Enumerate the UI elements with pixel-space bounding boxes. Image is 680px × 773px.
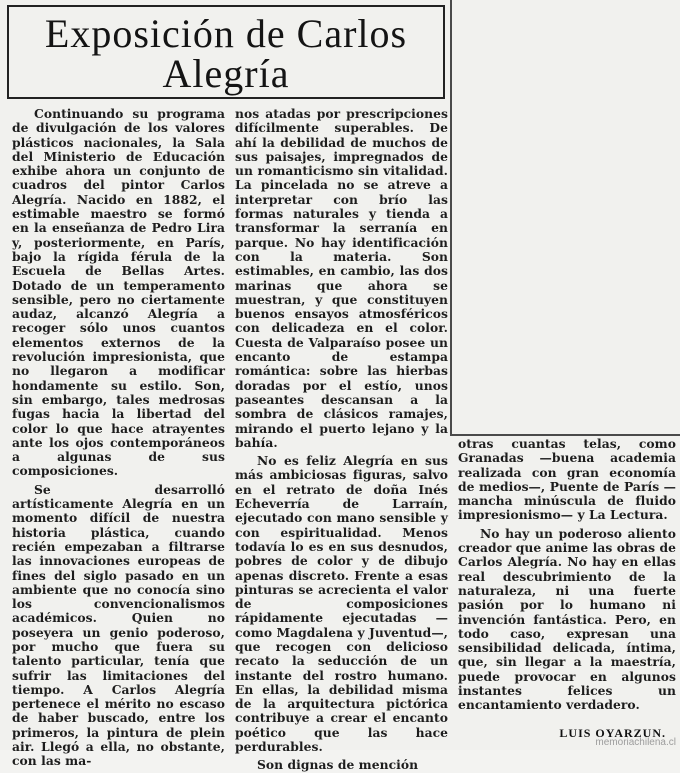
column-divider-vertical: [450, 0, 452, 436]
article-column-3: [458, 437, 676, 713]
paragraph: nos atadas por prescripciones difícilmente superables. De ahí la debilidad de muchos de sus paisajes, impregnados de un romanticismo sin vitalidad. La pincelada no se atreve a interpretar con brío las formas naturales y tienda a transformar la serranía en parque. No hay identificación con la materia. Son estimables, en cambio, las dos marinas que ahora se muestran, y que constituyen buenos ensayos atmosféricos con delicadeza en el color. Cuesta de Valparaíso posee un encanto de estampa romántica: sobre las hierbas doradas por el estío, unos paseantes descansan a la sombra de clásicos ramajes, mirando el puerto lejano y la bahía.: [235, 106, 448, 450]
paragraph: otras cuantas telas, como Granadas —buena academia realizada con gran economía de medios—, Puente de París —mancha minúscula de fluido impresionismo— y La Lectura.: [458, 436, 676, 523]
paragraph: Continuando su programa de divulgación de los valores plásticos nacionales, la Sala del Ministerio de Educación exhibe ahora un conjunto de cuadros del pintor Carlos Alegría. Nacido en 1882, el estimable maestro se formó en la enseñanza de Pedro Lira y, posteriormente, en París, bajo la rígida férula de la Escuela de Bellas Artes. Dotado de un temperamento sensible, pero no ciertamente audaz, alcanzó Alegría a recoger sólo unos cuantos elementos externos de la revolución impresionista, que no llegaron a modificar hondamente su estilo. Son, sin embargo, tales medrosas fugas hacia la libertad del color lo que hace atrayentes ante los ojos contemporáneos a algunas de sus composiciones.: [12, 106, 225, 479]
paragraph: Son dignas de mención: [257, 757, 419, 773]
author-signature: LUIS OYARZUN.: [559, 726, 666, 740]
headline-line-1: Exposición de Carlos: [44, 11, 408, 56]
article-column-1: [12, 107, 225, 769]
paragraph: No hay un poderoso aliento creador que anime las obras de Carlos Alegría. No hay en ellas real descubrimiento de la naturaleza, ni una fuerte pasión por lo humano ni invención fantástica. Pero, en todo caso, expresan una sensibilidad delicada, íntima, que, sin llegar a la maestría, puede provocar en algunos instantes felices un encantamiento verdadero.: [458, 525, 676, 713]
article-headline: [10, 11, 442, 96]
article-column-2: [235, 107, 448, 773]
headline-line-2: Alegría: [162, 51, 290, 96]
source-watermark: memoriachilena.cl: [595, 737, 676, 748]
paragraph: No es feliz Alegría en sus más ambiciosas figuras, salvo en el retrato de doña Inés Echeverría de Larraín, ejecutado con mano sensible y con espiritualidad. Menos todavía lo es en sus desnudos, pobres de color y de dibujo apenas discreto. Frente a esas pinturas se acrecienta el valor de composiciones rápidamente ejecutadas —como Magdalena y Juventud—, que recogen con delicioso recato la seducción de un instante del rostro humano. En ellas, la debilidad misma de la arquitectura pictórica contribuye a crear el encanto poético que las hace perdurables.: [235, 453, 448, 755]
paragraph: Se desarrolló artísticamente Alegría en un momento difícil de nuestra historia plástica, cuando recién empezaban a filtrarse las innovaciones europeas de fines del siglo pasado en un ambiente que no conocía sino los convencionalismos académicos. Quien no poseyera un genio poderoso, por mucho que fuera su talento particular, tenía que sufrir las limitaciones del tiempo. A Carlos Alegría pertenece el mérito no escaso de haber buscado, entre los primeros, la pintura de plein air. Llegó a ella, no obstante, con las ma-: [12, 481, 225, 769]
